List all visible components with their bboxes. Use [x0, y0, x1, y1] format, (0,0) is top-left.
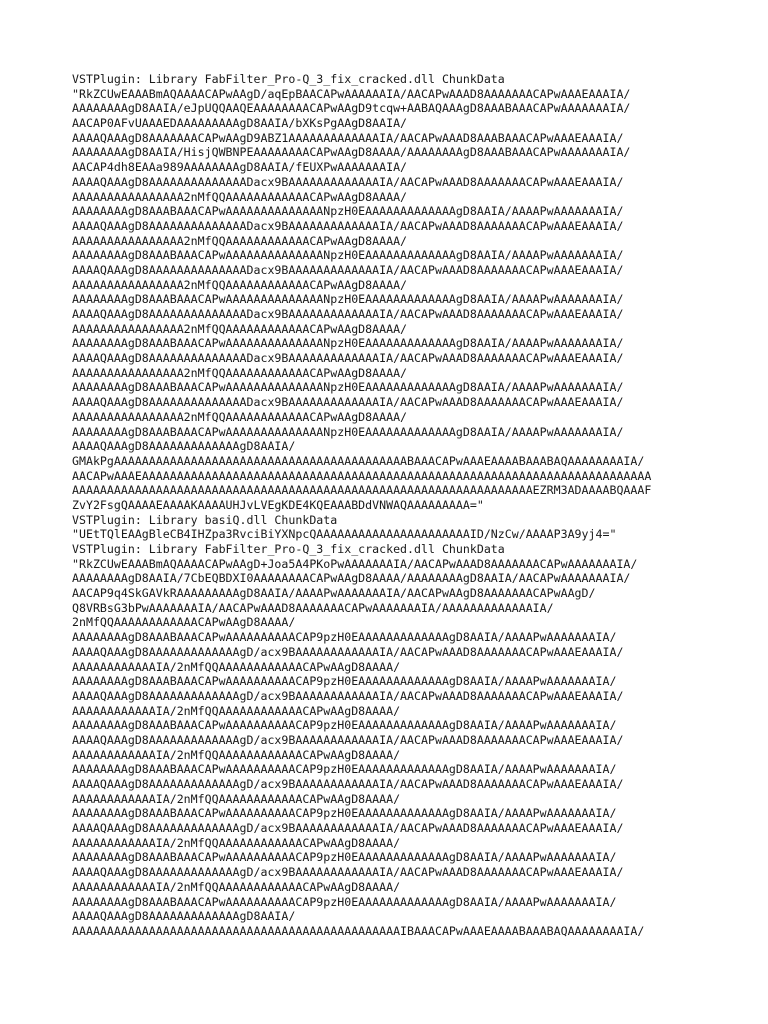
- text-line: AAAAAAAAAAAAAAAA2nMfQQAAAAAAAAAAAACAPwAAgD8AAAA/: [72, 189, 408, 204]
- text-line: AACAPwAAAEAAAAAAAAAAAAAAAAAAAAAAAAAAAAAAAAAAAAAAAAAAAAAAAAAAAAAAAAAAAAAAAAAAAAAAAAA: [72, 468, 652, 483]
- text-line: AACAP4dh8EAAa989AAAAAAAAgD8AAIA/fEUXPwAAAAAAAIA/: [72, 160, 408, 175]
- text-line: AAAAQAAAgD8AAAAAAAAAAAAAgD8AAIA/: [72, 909, 296, 924]
- text-line: AAAAQAAAgD8AAAAAAAAAAAAAgD/acx9BAAAAAAAAAAAAIA/AACAPwAAAD8AAAAAAACAPwAAAEAAAIA/: [72, 688, 624, 703]
- text-line: ZvY2FsgQAAAAEAAAAKAAAAUHJvLVEgKDE4KQEAAABDdVNWAQAAAAAAAAA=": [72, 497, 484, 512]
- text-line: AAAAQAAAgD8AAAAAAAAAAAAAgD8AAIA/: [72, 439, 296, 454]
- text-line: VSTPlugin: Library FabFilter_Pro-Q_3_fix_cracked.dll ChunkData: [72, 72, 505, 86]
- text-line: AAAAAAAAAAAAIA/2nMfQQAAAAAAAAAAAACAPwAAgD8AAAA/: [72, 747, 401, 762]
- text-line: AAAAAAAAAAAAAAAA2nMfQQAAAAAAAAAAAACAPwAAgD8AAAA/: [72, 365, 408, 380]
- document-page: [72, 72, 712, 939]
- text-line: AAAAAAAAAAAAIA/2nMfQQAAAAAAAAAAAACAPwAAgD8AAAA/: [72, 703, 401, 718]
- text-line: AAAAAAAAAAAAAAAAAAAAAAAAAAAAAAAAAAAAAAAAAAAAAAAIBAAACAPwAAAEAAAABAAABAQAAAAAAAAIA/: [72, 923, 645, 938]
- text-line: Q8VRBsG3bPwAAAAAAAIA/AACAPwAAAD8AAAAAAACAPwAAAAAAAIA/AAAAAAAAAAAAAIA/: [72, 600, 554, 615]
- text-line: AAAAAAAAgD8AAABAAACAPwAAAAAAAAAACAP9pzH0EAAAAAAAAAAAAAgD8AAIA/AAAAPwAAAAAAAIA/: [72, 762, 617, 777]
- text-line: AAAAAAAAAAAAAAAA2nMfQQAAAAAAAAAAAACAPwAAgD8AAAA/: [72, 233, 408, 248]
- text-line: AAAAAAAAgD8AAIA/eJpUQQAAQEAAAAAAAACAPwAAgD9tcqw+AABAQAAAgD8AAABAAACAPwAAAAAAAIA/: [72, 101, 631, 116]
- text-line: AAAAQAAAgD8AAAAAAAAAAAAAgD/acx9BAAAAAAAAAAAAIA/AACAPwAAAD8AAAAAAACAPwAAAEAAAIA/: [72, 821, 624, 836]
- text-line: AAAAAAAAAAAAIA/2nMfQQAAAAAAAAAAAACAPwAAgD8AAAA/: [72, 835, 401, 850]
- text-line: AAAAQAAAgD8AAAAAAAAAAAAAADacx9BAAAAAAAAAAAAAIA/AACAPwAAAD8AAAAAAACAPwAAAEAAAIA/: [72, 395, 624, 410]
- text-line: AAAAAAAAgD8AAABAAACAPwAAAAAAAAAAAAAANpzH0EAAAAAAAAAAAAAgD8AAIA/AAAAPwAAAAAAAIA/: [72, 248, 624, 263]
- text-line: AAAAAAAAgD8AAABAAACAPwAAAAAAAAAACAP9pzH0EAAAAAAAAAAAAAgD8AAIA/AAAAPwAAAAAAAIA/: [72, 718, 617, 733]
- text-line: AAAAAAAAgD8AAABAAACAPwAAAAAAAAAACAP9pzH0EAAAAAAAAAAAAAgD8AAIA/AAAAPwAAAAAAAIA/: [72, 674, 617, 689]
- text-line: AAAAAAAAAAAAIA/2nMfQQAAAAAAAAAAAACAPwAAgD8AAAA/: [72, 791, 401, 806]
- text-line: AAAAQAAAgD8AAAAAAAAAAAAAgD/acx9BAAAAAAAAAAAAIA/AACAPwAAAD8AAAAAAACAPwAAAEAAAIA/: [72, 644, 624, 659]
- text-line: AACAP0AFvUAAAEDAAAAAAAAAgD8AAIA/bXKsPgAAgD8AAIA/: [72, 116, 408, 131]
- text-line: AAAAAAAAgD8AAABAAACAPwAAAAAAAAAAAAAANpzH0EAAAAAAAAAAAAAgD8AAIA/AAAAPwAAAAAAAIA/: [72, 380, 624, 395]
- text-line: AAAAAAAAgD8AAIA/7CbEQBDXI0AAAAAAAACAPwAAgD8AAAA/AAAAAAAAgD8AAIA/AACAPwAAAAAAAIA/: [72, 571, 631, 586]
- text-line: AAAAAAAAAAAAAAAA2nMfQQAAAAAAAAAAAACAPwAAgD8AAAA/: [72, 277, 408, 292]
- text-line: GMAkPgAAAAAAAAAAAAAAAAAAAAAAAAAAAAAAAAAAAAAAAAAABAAACAPwAAAEAAAABAAABAQAAAAAAAAIA/: [72, 453, 645, 468]
- text-line: AAAAQAAAgD8AAAAAAAAAAAAAgD/acx9BAAAAAAAAAAAAIA/AACAPwAAAD8AAAAAAACAPwAAAEAAAIA/: [72, 777, 624, 791]
- text-line: AAAAAAAAgD8AAABAAACAPwAAAAAAAAAACAP9pzH0EAAAAAAAAAAAAAgD8AAIA/AAAAPwAAAAAAAIA/: [72, 850, 617, 865]
- text-line: AAAAQAAAgD8AAAAAAAAAAAAAgD/acx9BAAAAAAAAAAAAIA/AACAPwAAAD8AAAAAAACAPwAAAEAAAIA/: [72, 732, 624, 747]
- text-line: "RkZCUwEAAABmAQAAAACAPwAAgD/aqEpBAACAPwAAAAAAIA/AACAPwAAAD8AAAAAAACAPwAAAEAAAIA/: [72, 86, 631, 101]
- text-line: AAAAAAAAAAAAAAAA2nMfQQAAAAAAAAAAAACAPwAAgD8AAAA/: [72, 409, 408, 424]
- text-line: AAAAAAAAAAAAIA/2nMfQQAAAAAAAAAAAACAPwAAgD8AAAA/: [72, 659, 401, 674]
- text-line: AAAAAAAAgD8AAABAAACAPwAAAAAAAAAAAAAANpzH0EAAAAAAAAAAAAAgD8AAIA/AAAAPwAAAAAAAIA/: [72, 292, 624, 307]
- text-line: AAAAQAAAgD8AAAAAAAAAAAAAADacx9BAAAAAAAAAAAAAIA/AACAPwAAAD8AAAAAAACAPwAAAEAAAIA/: [72, 218, 624, 233]
- text-line: AAAAQAAAgD8AAAAAAAAAAAAAADacx9BAAAAAAAAAAAAAIA/AACAPwAAAD8AAAAAAACAPwAAAEAAAIA/: [72, 351, 624, 366]
- text-line: AAAAAAAAgD8AAABAAACAPwAAAAAAAAAACAP9pzH0EAAAAAAAAAAAAAgD8AAIA/AAAAPwAAAAAAAIA/: [72, 806, 617, 821]
- text-line: AAAAAAAAgD8AAIA/HisjQWBNPEAAAAAAAACAPwAAgD8AAAA/AAAAAAAAgD8AAABAAACAPwAAAAAAAIA/: [72, 145, 631, 160]
- text-line: AACAP9q4SkGAVkRAAAAAAAAAgD8AAIA/AAAAPwAAAAAAAIA/AACAPwAAgD8AAAAAAACAPwAAgD/: [72, 586, 596, 601]
- text-line: AAAAAAAAgD8AAABAAACAPwAAAAAAAAAACAP9pzH0EAAAAAAAAAAAAAgD8AAIA/AAAAPwAAAAAAAIA/: [72, 894, 617, 909]
- text-line: "UEtTQlEAAgBleCB4IHZpa3RvciBiYXNpcQAAAAAAAAAAAAAAAAAAAAAAID/NzCw/AAAAP3A9yj4=": [72, 527, 617, 542]
- text-line: "RkZCUwEAAABmAQAAAACAPwAAgD+Joa5A4PKoPwAAAAAAAIA/AACAPwAAAD8AAAAAAACAPwAAAAAAAIA/: [72, 556, 638, 571]
- text-line: 2nMfQQAAAAAAAAAAAACAPwAAgD8AAAA/: [72, 615, 296, 630]
- text-line: VSTPlugin: Library basiQ.dll ChunkData: [72, 512, 338, 527]
- text-line: AAAAAAAAAAAAIA/2nMfQQAAAAAAAAAAAACAPwAAgD8AAAA/: [72, 879, 401, 894]
- text-line: AAAAQAAAgD8AAAAAAAAAAAAAADacx9BAAAAAAAAAAAAAIA/AACAPwAAAD8AAAAAAACAPwAAAEAAAIA/: [72, 262, 624, 277]
- text-line: AAAAAAAAAAAAAAAAAAAAAAAAAAAAAAAAAAAAAAAAAAAAAAAAAAAAAAAAAAAAAAAAAAEZRM3ADAAAABQAAAF: [72, 483, 652, 498]
- text-line: AAAAAAAAgD8AAABAAACAPwAAAAAAAAAACAP9pzH0EAAAAAAAAAAAAAgD8AAIA/AAAAPwAAAAAAAIA/: [72, 630, 617, 645]
- text-line: AAAAAAAAgD8AAABAAACAPwAAAAAAAAAAAAAANpzH0EAAAAAAAAAAAAAgD8AAIA/AAAAPwAAAAAAAIA/: [72, 424, 624, 439]
- text-line: AAAAQAAAgD8AAAAAAACAPwAAgD9ABZ1AAAAAAAAAAAAAIA/AACAPwAAAD8AAABAAACAPwAAAEAAAIA/: [72, 130, 624, 145]
- text-line: AAAAQAAAgD8AAAAAAAAAAAAAADacx9BAAAAAAAAAAAAAIA/AACAPwAAAD8AAAAAAACAPwAAAEAAAIA/: [72, 307, 624, 321]
- text-line: AAAAAAAAgD8AAABAAACAPwAAAAAAAAAAAAAANpzH0EAAAAAAAAAAAAAgD8AAIA/AAAAPwAAAAAAAIA/: [72, 204, 624, 219]
- text-line: AAAAAAAAgD8AAABAAACAPwAAAAAAAAAAAAAANpzH0EAAAAAAAAAAAAAgD8AAIA/AAAAPwAAAAAAAIA/: [72, 336, 624, 351]
- text-line: AAAAQAAAgD8AAAAAAAAAAAAAADacx9BAAAAAAAAAAAAAIA/AACAPwAAAD8AAAAAAACAPwAAAEAAAIA/: [72, 174, 624, 189]
- text-line: AAAAAAAAAAAAAAAA2nMfQQAAAAAAAAAAAACAPwAAgD8AAAA/: [72, 321, 408, 336]
- text-line: AAAAQAAAgD8AAAAAAAAAAAAAgD/acx9BAAAAAAAAAAAAIA/AACAPwAAAD8AAAAAAACAPwAAAEAAAIA/: [72, 865, 624, 880]
- text-line: VSTPlugin: Library FabFilter_Pro-Q_3_fix_cracked.dll ChunkData: [72, 542, 505, 556]
